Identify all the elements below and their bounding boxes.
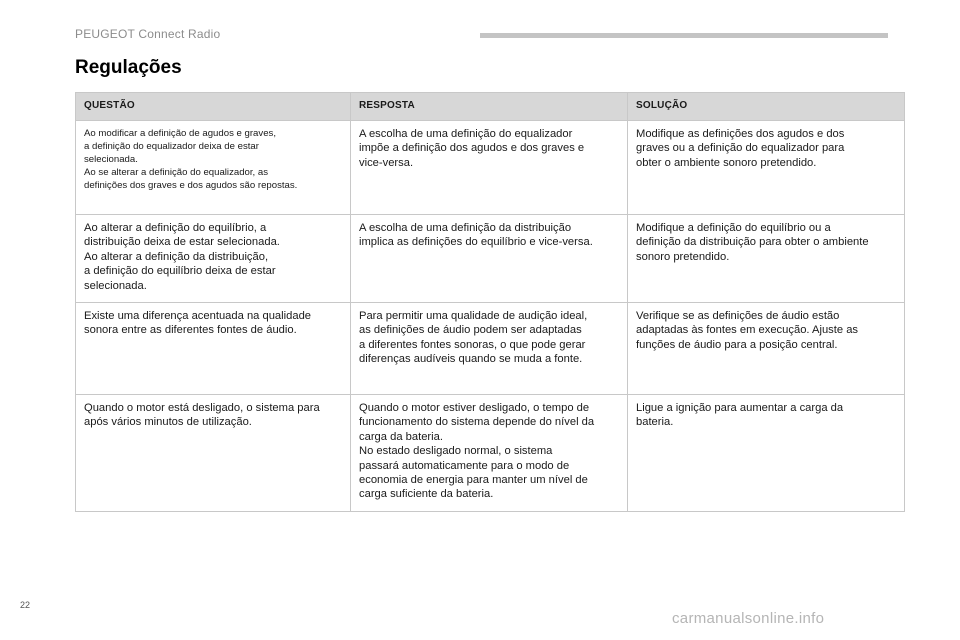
cell-line: carga suficiente da bateria. <box>359 488 494 501</box>
cell-line: distribuição deixa de estar selecionada. <box>84 236 280 249</box>
cell-line: bateria. <box>636 416 674 429</box>
page-number: 22 <box>20 600 31 610</box>
table-row <box>76 395 905 512</box>
cell-line: a definição do equilíbrio deixa de estar <box>84 265 276 278</box>
cell-line: economia de energia para manter um nível de <box>359 474 588 487</box>
cell-line: após vários minutos de utilização. <box>84 416 252 429</box>
cell-line: Ao alterar a definição do equilíbrio, a <box>84 222 267 234</box>
cell-line: A escolha de uma definição do equalizador <box>359 128 573 140</box>
cell-line: Ao se alterar a definição do equalizador, as <box>84 167 269 178</box>
cell-line: a definição do equalizador deixa de estar <box>84 141 259 152</box>
cell-line: Ao modificar a definição de agudos e graves, <box>84 128 276 139</box>
cell-line: definições dos graves e dos agudos são repostas. <box>84 180 298 191</box>
answer-cell <box>351 303 628 395</box>
cell-line: Ao alterar a definição da distribuição, <box>84 250 269 263</box>
cell-line: Para permitir uma qualidade de audição ideal, <box>359 310 588 323</box>
cell-line: Ligue a ignição para aumentar a carga da <box>636 402 844 415</box>
cell-line: No estado desligado normal, o sistema <box>359 445 553 458</box>
cell-line: as definições de áudio podem ser adaptadas <box>359 324 582 337</box>
solution-cell <box>628 395 905 512</box>
cell-line: definição da distribuição para obter o ambiente <box>636 236 869 249</box>
cell-line: a diferentes fontes sonoras, o que pode gerar <box>359 338 586 351</box>
cell-line: Existe uma diferença acentuada na qualidade <box>84 310 312 323</box>
column-header-answer: RESPOSTA <box>351 93 628 121</box>
cell-line: adaptadas às fontes em execução. Ajuste as <box>636 324 859 337</box>
question-cell <box>76 395 351 512</box>
cell-line: funções de áudio para a posição central. <box>636 338 838 351</box>
answer-cell <box>351 215 628 303</box>
cell-line: diferenças audíveis quando se muda a fonte. <box>359 353 583 366</box>
cell-line: graves ou a definição do equalizador para <box>636 142 845 155</box>
table-header-row <box>76 93 905 121</box>
table-row <box>76 215 905 303</box>
header-title: PEUGEOT Connect Radio <box>75 27 221 41</box>
column-header-solution: SOLUÇÃO <box>628 93 905 121</box>
cell-line: Verifique se as definições de áudio estão <box>636 310 840 323</box>
answer-cell <box>351 395 628 512</box>
question-cell <box>76 121 351 215</box>
page-title: Regulações <box>75 57 182 78</box>
solution-cell <box>628 303 905 395</box>
cell-line: selecionada. <box>84 279 147 292</box>
cell-line: passará automaticamente para o modo de <box>359 459 570 472</box>
header-rule <box>480 33 888 38</box>
cell-line: vice-versa. <box>359 156 414 169</box>
cell-line: A escolha de uma definição da distribuição <box>359 222 572 234</box>
solution-cell <box>628 121 905 215</box>
column-header-question: QUESTÃO <box>76 93 351 121</box>
cell-line: Quando o motor estiver desligado, o tempo de <box>359 402 590 415</box>
question-cell <box>76 303 351 395</box>
troubleshooting-table <box>75 92 905 512</box>
table-row <box>76 121 905 215</box>
question-cell <box>76 215 351 303</box>
watermark: carmanualsonline.info <box>672 610 825 627</box>
cell-line: funcionamento do sistema depende do nível da <box>359 416 595 429</box>
cell-line: Modifique a definição do equilíbrio ou a <box>636 222 831 234</box>
table-row <box>76 303 905 395</box>
cell-line: selecionada. <box>84 154 138 165</box>
cell-line: implica as definições do equilíbrio e vice-versa. <box>359 236 593 249</box>
cell-line: carga da bateria. <box>359 430 443 443</box>
cell-line: sonora entre as diferentes fontes de áudio. <box>84 324 297 337</box>
cell-line: obter o ambiente sonoro pretendido. <box>636 156 817 169</box>
answer-cell <box>351 121 628 215</box>
cell-line: Modifique as definições dos agudos e dos <box>636 128 845 140</box>
cell-line: impõe a definição dos agudos e dos graves e <box>359 142 585 155</box>
cell-line: Quando o motor está desligado, o sistema para <box>84 402 320 415</box>
solution-cell <box>628 215 905 303</box>
cell-line: sonoro pretendido. <box>636 250 730 263</box>
